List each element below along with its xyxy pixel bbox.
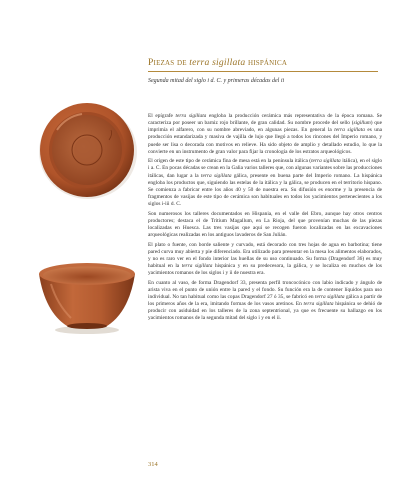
bowl-photo — [37, 260, 137, 335]
section-title: Piezas de terra sigillata hispánica — [148, 57, 288, 68]
body-paragraph: El epígrafe terra sigillata engloba la producción cerámica más representativa de la época romana. Se caracteriza por poseer un barniz rojo brillante, de gran calidad. Su nombre procede del sello (sigillum) que imprimía el alfarero, con su nombre abreviado, en algunas piezas. En general la terra sigillata es una producción estandarizada y masiva de vajilla de lujo que llegó a todos los rincones del Imperio romano, y puede ser lisa o decorada con motivos en relieve. Ha sido objeto de amplio y detallado estudio, lo que la convierte en un instrumento de gran valor para fijar la cronología de los estratos arqueológicos. — [148, 113, 382, 155]
body-paragraph: El plato o fuente, con borde saliente y curvado, está decorado con tres hojas de agua en barbotina; tiene pared curva muy abierta y pie diferenciado. Era utilizado para presentar en la mesa los alimentos elaborados, y no es raro ver en el fondo interior las huellas de su uso continuado. Su forma (Dragendorf 36) es muy habitual en la terra sigillata hispánica y en su predecesora, la gálica, y se localiza en muchos de los yacimientos romanos de los siglos i y ii de nuestra era. — [148, 241, 382, 277]
plate-photo — [37, 100, 137, 200]
page-number: 314 — [148, 461, 158, 468]
body-paragraph: El origen de este tipo de cerámica fina de mesa está en la península itálica (terra sigillata itálica), en el siglo i a. C. En pocas décadas se crean en la Galia varios talleres que, con algunas variantes sobre las producciones itálicas, dan lugar a la terra sigillata gálica, presente en buena parte del Imperio romano. La hispánica engloba los productos que, siguiendo las estelas de la itálica y la gálica, se producen en el territorio hispano. Se comienza a fabricar entre los años 40 y 50 de nuestra era. Su difusión es enorme y la presencia de fragmentos de vasijas de este tipo de cerámica son habituales en todos los yacimientos pertenecientes a los siglos i-iii d. C. — [148, 158, 383, 208]
body-paragraph: En cuanto al vaso, de forma Dragendorf 33, presenta perfil troncocónico con labio indicado y ángulo de arista viva en el punto de unión entre la pared y el fondo. Su función era la de contener líquidos para uso individual. No tan habitual como las copas Dragendorf 27 ó 35, se fabricó en terra sigillata gálica a partir de los primeros años de la era, imitando formas de los vasos aretinos. En terra sigillata hispánica se dehió de producir con asiduidad en los talleres de la zona septentrional, ya que es frecuente su hallazgo en los yacimientos romanos de la segunda mitad del siglo i y en el ii. — [148, 279, 382, 322]
body-paragraph: Son numerosos los talleres documentados en Hispania, en el valle del Ebro, aunque hay otros centros productores; destaca el de Tritium Magallum, en La Rioja, del que provenían muchas de las piezas localizadas en Huesca. Las tres vasijas que aquí se recogen fueron localizadas en las excavaciones arqueológicas realizadas en los antiguos lavaderos de San Julián. — [148, 210, 382, 239]
body-text — [148, 113, 382, 325]
title-rule — [148, 71, 378, 72]
subtitle: Segunda mitad del siglo i d. C. y primeras décadas del ii — [148, 78, 285, 84]
